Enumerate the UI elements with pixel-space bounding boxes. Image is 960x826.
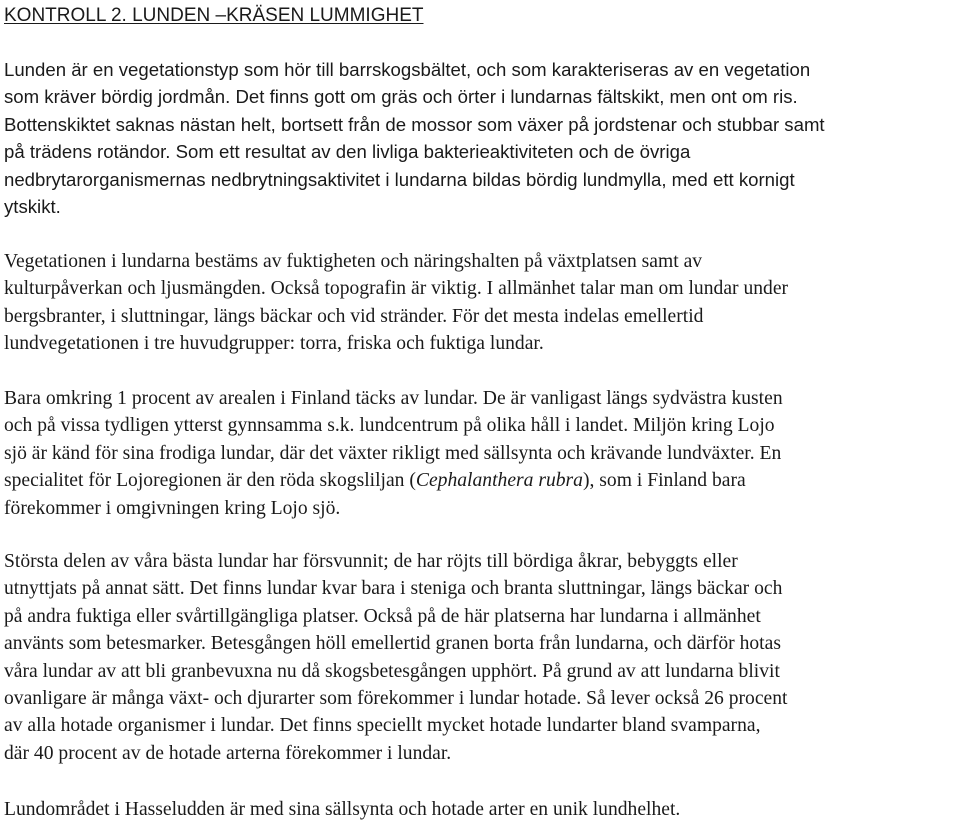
paragraph-line: använts som betesmarker. Betesgången höll emellertid granen borta från lundarna, och därför hotas — [4, 633, 781, 655]
paragraph-line: ovanligare är många växt- och djurarter som förekommer i lundar hotade. Så lever också 26 procent — [4, 688, 788, 710]
paragraph-line: på andra fuktiga eller svårtillgängliga platser. Också på de här platserna har lundarna i allmänhet — [4, 605, 761, 627]
paragraph-line: Bara omkring 1 procent av arealen i Finland täcks av lundar. De är vanligast längs sydvästra kusten — [4, 388, 783, 409]
paragraph-line: bergsbranter, i sluttningar, längs bäckar och vid stränder. För det mesta indelas emellertid — [4, 305, 704, 327]
paragraph-line: sjö är känd för sina frodiga lundar, där det växter rikligt med sällsynta och krävande lundväxter. En — [4, 442, 782, 464]
paragraph-line: där 40 procent av de hotade arterna förekommer i lundar. — [4, 742, 452, 764]
paragraph-line: på trädens rotändor. Som ett resultat av den livliga bakterieaktiviteten och de övriga — [4, 141, 691, 163]
paragraph-line: Största delen av våra bästa lundar har försvunnit; de har röjts till bördiga åkrar, bebyggts eller — [4, 551, 738, 572]
document-heading: KONTROLL 2. LUNDEN –KRÄSEN LUMMIGHET — [4, 5, 424, 26]
paragraph-line: nedbrytarorganismernas nedbrytningsaktivitet i lundarna bildas bördig lundmylla, med ett kornigt — [4, 168, 795, 190]
paragraph-line: Lunden är en vegetationstyp som hör till barrskogsbältet, och som karakteriseras av en vegetation — [4, 59, 811, 80]
paragraph-line: Vegetationen i lundarna bestäms av fuktigheten och näringshalten på växtplatsen samt av — [4, 251, 703, 272]
text-span: ), som i Finland bara — [582, 470, 746, 492]
species-name: Cephalanthera rubra — [415, 470, 583, 492]
paragraph-line: våra lundar av att bli granbevuxna nu då skogsbetesgången upphört. På grund av att lundarna blivit — [4, 660, 780, 682]
paragraph-line: ytskikt. — [4, 196, 61, 218]
paragraph-line: som kräver bördig jordmån. Det finns gott om gräs och örter i lundarnas fältskikt, men ont om ris. — [4, 86, 798, 108]
paragraph-line: utnyttjats på annat sätt. Det finns lundar kvar bara i steniga och branta sluttningar, längs bäckar och — [4, 578, 783, 600]
paragraph-lunden-definition — [4, 56, 956, 220]
text-span: specialitet för Lojoregionen är den röda skogsliljan ( — [4, 470, 416, 492]
paragraph-line: förekommer i omgivningen kring Lojo sjö. — [4, 497, 341, 519]
paragraph-vegetation — [4, 248, 956, 358]
paragraph-line: Lundområdet i Hasseludden är med sina sällsynta och hotade arter en unik lundhelhet. — [4, 799, 681, 820]
paragraph-line: av alla hotade organismer i lundar. Det finns speciellt mycket hotade lundarter bland svamparna, — [4, 715, 761, 737]
paragraph-forsvunna-lundar — [4, 548, 956, 767]
document-page — [4, 0, 956, 820]
paragraph-line: kulturpåverkan och ljusmängden. Också topografin är viktig. I allmänhet talar man om lundar under — [4, 278, 789, 300]
paragraph-line: och på vissa tydligen ytterst gynnsamma s.k. lundcentrum på olika håll i landet. Miljön kring Lojo — [4, 415, 775, 437]
paragraph-hasseludden — [4, 796, 956, 823]
paragraph-line — [4, 467, 956, 494]
paragraph-line: lundvegetationen i tre huvudgrupper: torra, friska och fuktiga lundar. — [4, 333, 544, 355]
paragraph-finland-lundar — [4, 385, 956, 522]
paragraph-line: Bottenskiktet saknas nästan helt, bortsett från de mossor som växer på jordstenar och stubbar samt — [4, 113, 825, 135]
